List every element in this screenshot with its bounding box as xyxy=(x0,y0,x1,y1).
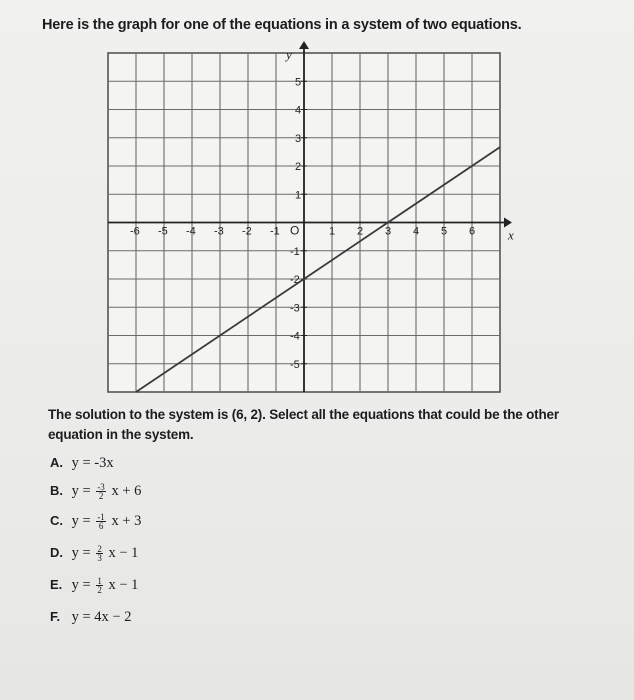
option-letter: C. xyxy=(50,513,63,528)
fraction xyxy=(96,483,106,500)
x-axis-arrow xyxy=(504,218,512,228)
y-tick-label: -4 xyxy=(290,330,300,343)
y-tick-label: -2 xyxy=(290,274,300,286)
fraction-numerator: -3 xyxy=(97,482,105,493)
header-title: Here is the graph for one of the equations in a system of two equations. xyxy=(42,17,522,33)
equation-lhs: y = xyxy=(71,577,91,593)
option-letter: D. xyxy=(50,545,63,560)
y-tick-label: -5 xyxy=(290,358,300,371)
y-tick-label: 2 xyxy=(295,161,302,173)
y-tick-label: 4 xyxy=(295,104,302,117)
x-tick-label: -1 xyxy=(270,225,280,238)
equation-lhs: y = xyxy=(71,545,91,561)
x-tick-label: -2 xyxy=(242,225,252,238)
y-axis-label: y xyxy=(286,47,292,62)
fraction-denominator: 2 xyxy=(98,491,104,502)
y-tick-label: -3 xyxy=(290,302,300,315)
equation-lhs: y = xyxy=(71,513,91,529)
fraction-numerator: -1 xyxy=(97,512,105,523)
x-tick-label: 3 xyxy=(385,225,392,238)
x-tick-label: 1 xyxy=(329,225,336,238)
x-tick-label: -6 xyxy=(130,225,140,238)
origin-label: O xyxy=(290,223,300,238)
option-letter: B. xyxy=(50,483,63,498)
equation-rhs: x − 1 xyxy=(108,577,139,593)
option-letter: F. xyxy=(50,609,61,624)
equation-lhs: y = xyxy=(71,483,91,499)
option-letter: A. xyxy=(50,455,63,470)
question-text: The solution to the system is (6, 2). Select all the equations that could be the other equation in the system. xyxy=(48,407,559,442)
fraction-denominator: 2 xyxy=(97,585,102,596)
option-f[interactable] xyxy=(50,609,131,626)
fraction xyxy=(96,545,103,562)
fraction-numerator: 2 xyxy=(97,544,102,555)
equation-rhs: x + 3 xyxy=(111,513,142,529)
y-tick-label: 1 xyxy=(295,189,302,202)
option-equation: y = 4x − 2 xyxy=(71,609,132,625)
option-a[interactable] xyxy=(50,455,114,472)
x-tick-label: 2 xyxy=(357,225,364,238)
option-equation xyxy=(71,512,142,532)
option-e[interactable] xyxy=(50,577,138,594)
fraction-denominator: 6 xyxy=(98,521,104,532)
fraction-denominator: 3 xyxy=(97,553,102,564)
option-b[interactable] xyxy=(50,483,141,500)
y-axis-arrow xyxy=(299,41,309,49)
x-tick-label: -5 xyxy=(158,225,168,238)
y-tick-label: 3 xyxy=(295,132,302,145)
x-tick-label: -3 xyxy=(214,225,224,238)
fraction xyxy=(96,577,103,594)
option-equation xyxy=(71,576,139,596)
y-tick-label: 5 xyxy=(295,76,302,89)
equation-rhs: x − 1 xyxy=(108,545,139,561)
option-c[interactable] xyxy=(50,513,141,530)
y-tick-label: -1 xyxy=(290,245,300,258)
option-d[interactable] xyxy=(50,545,138,562)
x-axis-label: x xyxy=(508,227,514,243)
fraction xyxy=(96,513,106,530)
option-equation: y = -3x xyxy=(71,455,114,471)
option-equation xyxy=(71,544,139,564)
x-tick-label: 5 xyxy=(441,225,448,238)
x-tick-label: 4 xyxy=(413,225,420,238)
x-tick-label: 6 xyxy=(469,225,476,238)
fraction-numerator: 1 xyxy=(97,576,102,587)
option-equation xyxy=(71,482,142,502)
equation-rhs: x + 6 xyxy=(111,483,142,499)
option-letter: E. xyxy=(50,577,63,592)
x-tick-label: -4 xyxy=(186,225,196,238)
